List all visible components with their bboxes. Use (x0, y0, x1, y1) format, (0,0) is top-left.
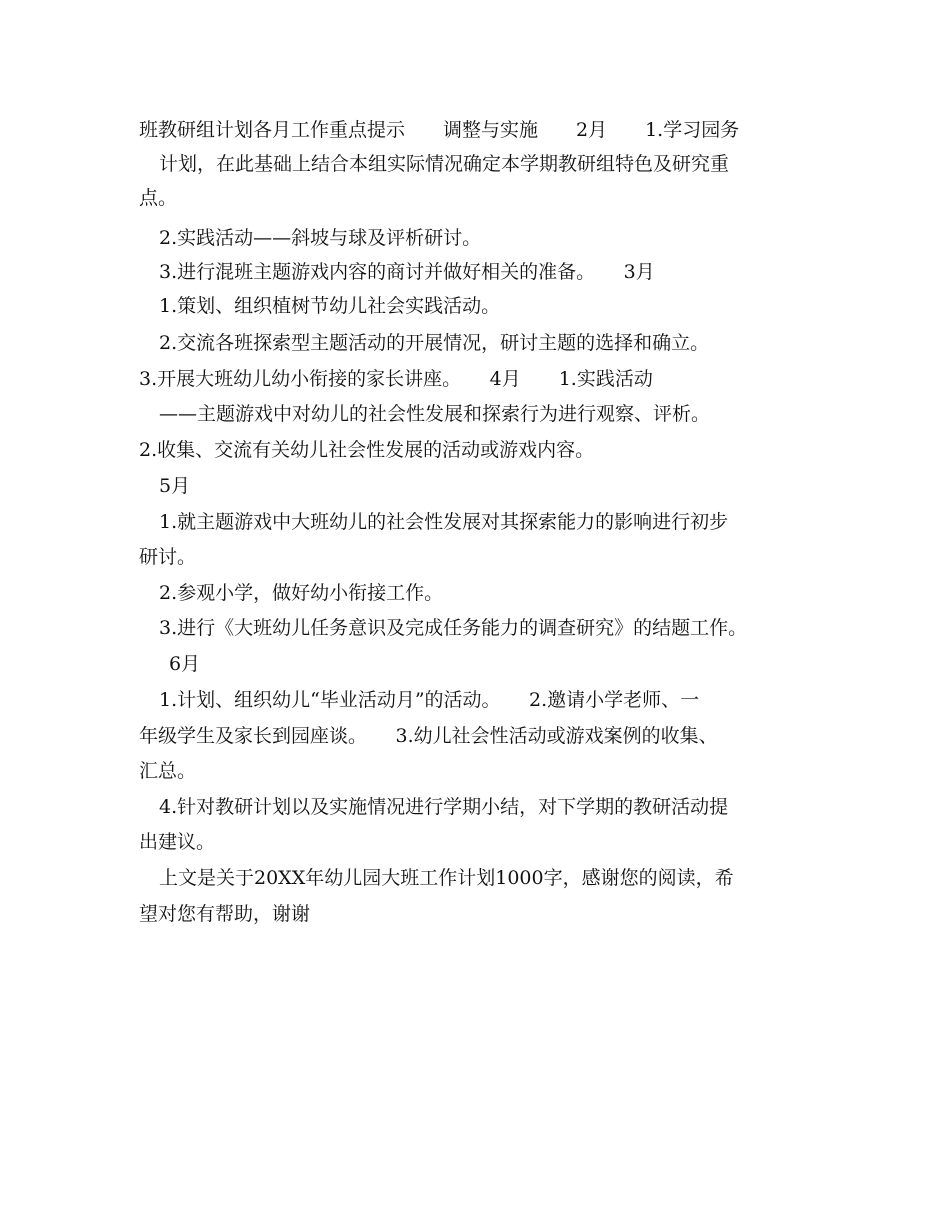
text-line-21: 出建议。 (139, 831, 216, 853)
text-line-14: 2.参观小学，做好幼小衔接工作。 (159, 582, 444, 604)
text-line-1: 班教研组计划各月工作重点提示 调整与实施 2月 1.学习园务 (139, 119, 740, 141)
text-line-17: 1.计划、组织幼儿“毕业活动月”的活动。 2.邀请小学老师、一 (159, 689, 700, 711)
text-line-13: 研讨。 (139, 546, 197, 568)
text-line-20: 4.针对教研计划以及实施情况进行学期小结，对下学期的教研活动提 (159, 796, 729, 818)
text-line-4: 2.实践活动——斜坡与球及评析研讨。 (159, 227, 482, 249)
text-line-12: 1.就主题游戏中大班幼儿的社会性发展对其探索能力的影响进行初步 (159, 511, 729, 533)
text-line-3: 点。 (139, 187, 178, 209)
text-line-8: 3.开展大班幼儿幼小衔接的家长讲座。 4月 1.实践活动 (139, 368, 653, 390)
text-line-23: 望对您有帮助，谢谢 (139, 903, 311, 925)
text-line-10: 2.收集、交流有关幼儿社会性发展的活动或游戏内容。 (139, 439, 595, 461)
text-line-16: 6月 (169, 653, 201, 675)
text-line-19: 汇总。 (139, 760, 197, 782)
text-line-5: 3.进行混班主题游戏内容的商讨并做好相关的准备。 3月 (159, 261, 655, 283)
text-line-15: 3.进行《大班幼儿任务意识及完成任务能力的调查研究》的结题工作。 (159, 617, 748, 639)
text-line-11: 5月 (159, 475, 191, 497)
text-line-2: 计划，在此基础上结合本组实际情况确定本学期教研组特色及研究重 (159, 153, 730, 175)
text-line-7: 2.交流各班探索型主题活动的开展情况，研讨主题的选择和确立。 (159, 332, 710, 354)
document-body (0, 113, 950, 925)
text-line-18: 年级学生及家长到园座谈。 3.幼儿社会性活动或游戏案例的收集、 (139, 725, 718, 747)
text-line-9: ——主题游戏中对幼儿的社会性发展和探索行为进行观察、评析。 (159, 403, 711, 425)
text-line-6: 1.策划、组织植树节幼儿社会实践活动。 (159, 295, 501, 317)
text-line-22: 上文是关于20XX年幼儿园大班工作计划1000字，感谢您的阅读，希 (159, 867, 734, 889)
